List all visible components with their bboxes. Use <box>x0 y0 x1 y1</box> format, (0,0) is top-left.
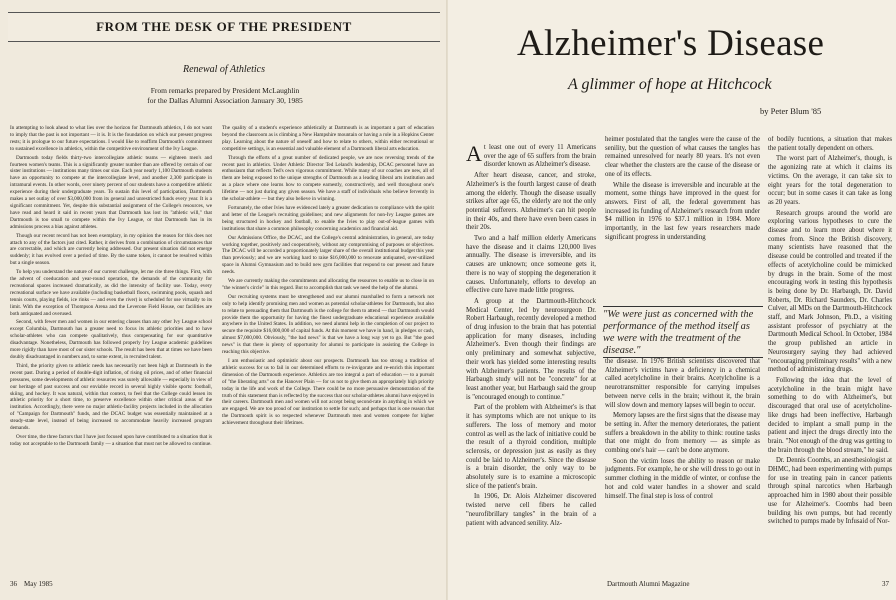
paragraph: The quality of a student's experience athletically at Dartmouth is as important a part of education beyond the classroom as is climbing a New Hampshire mountain or having a role in a Hopkins Center play. Learning about the nature of oneself and how to relate to others, within either recreational or competitive settings, is an essential and valuable element of a Dartmouth liberal arts education. <box>222 125 434 152</box>
paragraph: Second, with fewer men and women in our entering classes than any other Ivy League school except Columbia, Dartmouth has a greater need to focus its athletic priorities and to have scholar-athletes who can compete qualitatively, thus compensating for our quantitative disadvantage. Nonetheless, Dartmouth has followed properly Ivy League academic guidelines more rigidly than have most of our sister schools. The result has been that at times we have been doubly disadvantaged in numbers and, to some extent, in recruited talent. <box>10 319 212 360</box>
paragraph: Over time, the three factors that I have just focused upon have contributed to a situation that is today not acceptable to the Dartmouth family — a situation that must not be allowed to continue. <box>10 433 212 447</box>
drop-cap: A <box>466 144 482 166</box>
feature-title: Alzheimer's Disease <box>517 23 825 64</box>
paragraph: A group at the Dartmouth-Hitchcock Medical Center, led by neurosurgeon Dr. Robert Harbaugh, recently developed a method of drug infusion to the brain that has potential application for many diseases, including Alzheimer's. Even though their findings are only preliminary and somewhat subjective, their work has yielded some interesting results with Alzheimer's patients. The results of the Harbaugh study will not be "concrete" for at least another year, but Harbaugh said the group is "encouraged enough to continue." <box>466 297 596 401</box>
paragraph: Soon the victim loses the ability to reason or make judgments. For example, he or she will dress to go out in summer clothing in the middle of winter, or confuse the hot and cold water handles in a shower and scald himself. The final step is loss of control <box>605 457 760 500</box>
paragraph: Through the efforts of a great number of dedicated people, we are now reversing trends of the recent past in athletics. Under Athletic Director Ted Leland's leadership, DCAC personnel have an enthusiasm that reflects Ted's own vigorous commitment. While many of our coaches are new, all of them are being exposed to the unique strengths of Dartmouth as a leading liberal arts institution and as a place where one learns how to compete earnestly, constructively, and well throughout one's lifetime — not just during any given season. We have a staff of individuals who believe fervently in the scholar-athlete — but they also believe in winning. <box>222 154 434 203</box>
paragraph: Fortunately, the other Ivies have evidenced lately a greater dedication to compliance with the spirit and letter of the League's recruiting guidelines; and new alignments for non-Ivy League games are being structured in hockey and football, to enable the Ivies to play out-of-league games with institutions that share a common philosophy concerning academics and financial aid. <box>222 204 434 232</box>
lead-text: t least one out of every 11 Americans over the age of 65 suffers from the brain disorder known as Alzheimer's disease. <box>483 144 596 169</box>
paragraph: Memory lapses are the first signs that the disease may be setting in. After the memory deteriorates, the patient suffers a breakdown in the ability to think: routine tasks that one might do from memory — as simple as combing one's hair — can't be done anymore. <box>605 412 760 455</box>
paragraph: After heart disease, cancer, and stroke, Alzheimer's is the fourth largest cause of death among the elderly. Though the disease usually strikes after age 65, the elderly are not the only potential sufferers. Alzheimer's can hit people in their 40s, and there have even been cases in their 20s. <box>466 172 596 232</box>
right-column-2-top <box>605 136 760 302</box>
remarks-line-2: for the Dallas Alumni Association January 30, 1985 <box>147 96 303 105</box>
section-header <box>8 12 440 42</box>
right-column-1 <box>466 144 596 580</box>
remarks-line-1: From remarks prepared by President McLaughlin <box>150 86 300 95</box>
paragraph: In 1906, Dr. Alois Alzheimer discovered twisted nerve cell fibers he called "neurofibrillary tangles" in the brain of a patient with advanced senility. Alz- <box>466 493 596 527</box>
byline: by Peter Blum '85 <box>760 106 822 116</box>
page-number: 37 <box>882 580 889 588</box>
paragraph: Research groups around the world are exploring various hypotheses to cure the disease and to learn more about where it comes from. Since the British discovery, many scientists have reasoned that the disease could be controlled and treated if the effects of acetylcholine could be mimicked by drugs in the brain. Some of the most encouraging work in testing this hypothesis is being done by Dr. Harbaugh, Dr. David Roberts, Dr. Richard Saunders, Dr. Charles Culver, all MDs on the Dartmouth-Hitchcock staff, and Mark Johnson, Ph.D., a visiting assistant professor of psychiatry at the Dartmouth Medical School. In October, 1984 the group published an article in Neurosurgery saying they had achieved "encouraging preliminary results" with a new method of administering drugs. <box>768 209 892 374</box>
paragraph: Dr. Dennis Coombs, an anesthesiologist at DHMC, had been experimenting with pumps for use in treating pain in cancer patients through spinal narcotics when Harbaugh approached him in 1980 about their possible use for Alzheimer's. Coombs had been building his own pumps, but had recently switched to pumps made by Infusaid of Nor- <box>768 457 892 526</box>
paragraph: of bodily fucntions, a situation that makes the patient totally dependent on others. <box>768 136 892 152</box>
paragraph: Dartmouth today fields thirty-two intercollegiate athletic teams — eighteen men's and fourteen women's teams. This is a significantly greater number than are offered by certain of our sister institutions — institutions many times our size. Each year nearly 1,100 Dartmouth students have an opportunity to compete at the intercollegiate level, and another 2,300 participate in intramural events. In other words, over ninety percent of our students have a competitive athletic experience during their undergraduate years. To sustain this level of participation, Dartmouth makes a net outlay of over $3,000,000 from its general and unrestricted funds every year. It is a significant commitment. Yet, despite this substantial assignment of the College's resources, we have read and heard it said in recent years that Dartmouth has lost its "athletic will," that Dartmouth is too small to compete within the Ivy League, or that Dartmouth has in its admissions process a bias against athletes. <box>10 154 212 230</box>
paragraph: To help you understand the nature of our current challenge, let me cite three things. First, with the advent of coeducation and year-round operation, the demands of the community for recreational spaces increased dramatically, as did the intensity of facility use. Today, every recreational surface we have available (including basketball floors, swimming pools, squash and tennis courts, playing fields, ice rinks — and even the river) is scheduled for use virtually to its limit. With the exception of Thompson Arena and the Leverone Field House, our facilities are both antiquated and overused. <box>10 269 212 317</box>
paragraph: In attempting to look ahead to what lies over the horizon for Dartmouth athletics, I do not want to imply that the past is not important — it is. It is the foundation on which our present progress rests; it is prologue to our future expectations. I would like to reaffirm Dartmouth's commitment to sustained excellence in athletics, within the competitive environment of the Ivy League. <box>10 125 212 152</box>
paragraph: We are currently making the commitments and allocating the resources to enable us to close in on "the winner's circle" in this regard. But to accomplish that task we need the help of the alumni. <box>222 278 434 291</box>
article-title: Renewal of Athletics <box>182 64 266 75</box>
issue-date: May 1985 <box>24 580 53 588</box>
lead-paragraph <box>466 144 596 170</box>
magazine-name: Dartmouth Alumni Magazine <box>607 580 690 588</box>
paragraph: Though our recent record has not been exemplary, in my opinion the reason for this does not attach to any of the factors just cited. Rather, it derives from a combination of circumstances that are correctable, and which are currently being addressed. Our present situation did not emerge suddenly; it has evolved over a period of time. By the same token, it cannot be resolved within but a single season. <box>10 232 212 267</box>
paragraph: While the disease is irreversible and incurable at the moment, some things have improved in the quest for answers. First of all, the federal government has increased its funding of Alzheimer's research from under $4 million in 1976 to $37.1 million in 1984. More importantly, in the last few years researchers made significant progress in understanding <box>605 181 760 241</box>
paragraph: Part of the problem with Alzheimer's is that it has symptoms which are not unique to its sufferers. The loss of memory and motor control as well as the lack of initiative could be the result of a thyroid condition, multiple sclerosis, or depression just as easily as they could be laid to Alzheimer's. Since the disease is a brain disorder, the only way to be absolutely sure is to examine a microscopic slice of the patient's brain. <box>466 404 596 490</box>
feature-subtitle: A glimmer of hope at Hitchcock <box>568 76 772 93</box>
page-number: 36 <box>10 580 17 588</box>
paragraph: Two and a half million elderly Americans have the disease and it claims 120,000 lives annually. The disease is irreversible, and its causes are unknown; once someone gets it, there is no way of stopping the degeneration it causes. Unfortunately, efforts to develop an effective cure have made little progress. <box>466 235 596 295</box>
paragraph: The worst part of Alzheimer's, though, is the agonizing rate at which it claims its victims. On the average, it can take six to eight years for the total degeneration to occur; but in some cases it can take as long as 20 years. <box>768 155 892 206</box>
paragraph: Third, the priority given to athletic needs has necessarily not been high at Dartmouth in the recent past. During a period of double-digit inflation, of rising oil prices, and of other financial pressures, some developments of athletic resources was surely allowable — especially in view of our heritage of past success and our enviable record in several highly visible sports: football, skiing, and hockey. It was natural, within that context, to feel that the College could lessen its athletic priority for a short time, to preserve excellence within other critical areas of the institution. Accordingly, there were no major athletic-facility projects included in the allocation of "Campaign for Dartmouth" funds, and the DCAC budget was essentially maintained at a steady-state level, instead of being increased to accommodate heavily increased program demands. <box>10 362 212 432</box>
section-header-text: FROM THE DESK OF THE PRESIDENT <box>96 19 352 34</box>
right-folio <box>607 580 889 588</box>
pull-quote: "We were just as concerned with the performance of the method itself as we were with the treatment of the disease." <box>603 306 763 358</box>
paragraph: heimer postulated that the tangles were the cause of the senility, but the question of what causes the tangles has remained unresolved for nearly 80 years. It's not even clear whether the clusters are the cause of the disease or one of its effects. <box>605 136 760 178</box>
paragraph: Our Admissions Office, the DCAC, and the College's central administration, in general, are today working together, positively and cooperatively, without any compromising of purposes or objectives. The DCAC will be accorded a proportionately larger share of the overall institutional budget this year than previously; and we are working hard to raise $16,000,000 to renovate antiquated, over-utilized space in Alumni Gymnasium and to build new gym facilities that respond to our present and future needs. <box>222 234 434 276</box>
right-column-2-bottom <box>605 358 760 580</box>
paragraph: the disease. In 1976 British scientists discovered that Alzheimer's victims have a deficiency in a chemical called acetylcholine in their brains. Acetylcholine is a neurotransmitter responsible for carrying impulses between nerve cells in the brain; without it, the brain will slow down and memory lapses will begin to occur. <box>605 358 760 409</box>
right-column-3 <box>768 136 892 580</box>
remarks-note <box>60 86 390 106</box>
paragraph: I am enthusiastic and optimistic about our prospects. Dartmouth has too strong a tradition of athletic success for us to fail in our determined efforts to re-invigorate and re-enrich this important dimension of the Dartmouth experience. Athletics are too integral a part of education — to a pursuit of "the liberating arts" on the Hanover Plain — for us not to give them an appropriately high priority today in the life and work of the College. There could be no more persuasive demonstration of the truth of this statement than is reflected by the success that our scholar-athletes alumni have enjoyed in their careers. Dartmouth men and women will not accept being second-rate in anything in which we are engaged. We are too proud of our institution to settle for such; and perhaps that is one reason that the Dartmouth spirit is so respected whenever Dartmouth men and women compete for higher achievement throughout their lifetimes. <box>222 358 434 427</box>
paragraph: Our recruiting systems must be strengthened and our alumni marshalled to form a network not only to help identify promising men and women as potential scholar-athletes for Dartmouth, but also to relate to persuading them that Dartmouth is the college for them to attend — that Dartmouth would provide them the opportunity for having the finest undergraduate educational experience available anywhere in the United States. In addition, we need alumni help in the completion of our project to secure the requisite $16,000,000 of capital funds. At this moment we have in hand, in pledges or cash, almost $7,000,000. Obviously, "the bad news" is that we have a long way yet to go. But "the good news" is that there is plenty of opportunity for alumni to participate in assisting the College in reaching this objective. <box>222 293 434 356</box>
left-folio <box>10 580 53 588</box>
left-column-2 <box>222 125 434 575</box>
paragraph: Following the idea that the level of acetylcholine in the brain might have something to do with Alzheimer's, but discouraged that oral use of acetylcholine-like drugs had been ineffective, Harbaugh decided to implant a small pump in the patient and inject the drugs directly into the brain. "Not enough of the drug was getting to the brain through the blood stream," he said. <box>768 376 892 454</box>
left-column-1 <box>10 125 212 575</box>
